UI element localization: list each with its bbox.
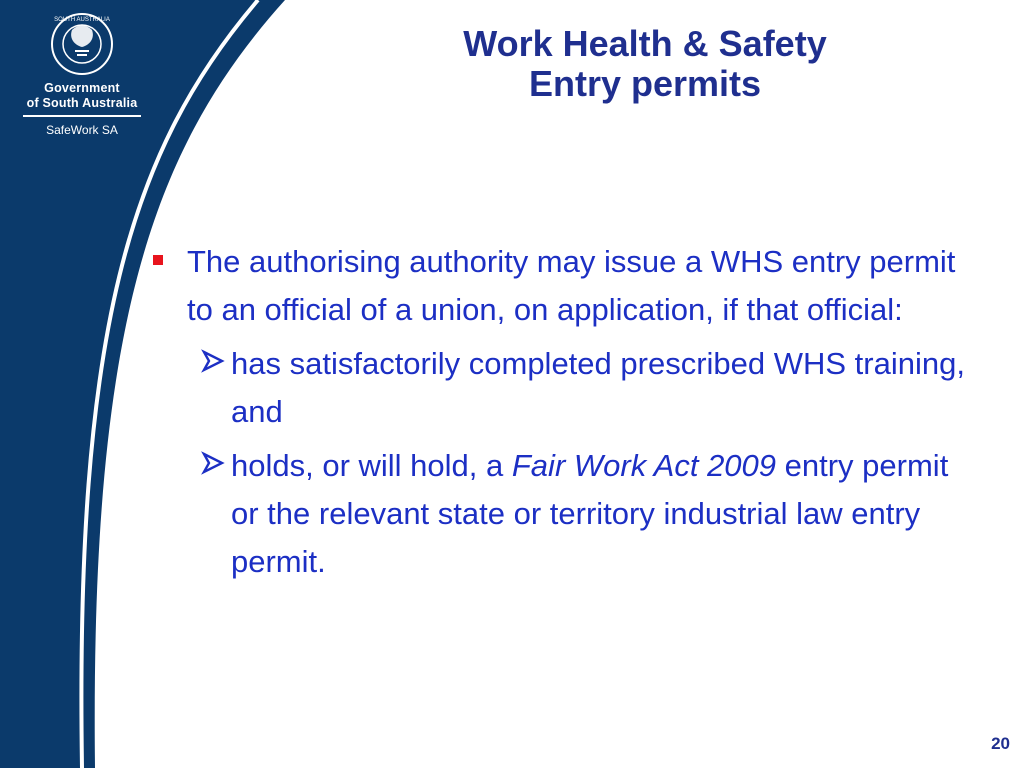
sub-bullet-item [145, 442, 975, 586]
slide-title [380, 24, 910, 104]
government-name-line2: of South Australia [26, 96, 138, 110]
slide-title-line1: Work Health & Safety [463, 23, 827, 64]
arrow-bullet-icon [198, 448, 228, 478]
square-bullet-icon [153, 255, 163, 265]
bullet-text: The authorising authority may issue a WHS entry permit to an official of a union, on application, if that official: [187, 244, 956, 327]
page-number: 20 [991, 734, 1010, 753]
sub-bullet-item [145, 340, 975, 436]
state-seal-icon [50, 12, 114, 76]
sub-bullet-text-start: holds, or will hold, a [231, 448, 512, 483]
slide-body [145, 238, 975, 586]
bullet-item [145, 238, 975, 334]
arrow-bullet-icon [198, 346, 228, 376]
seal-text: SOUTH AUSTRALIA [54, 17, 110, 23]
slide-title-line2: Entry permits [528, 63, 762, 104]
act-name-italic: Fair Work Act 2009 [511, 448, 777, 483]
logo-divider [23, 115, 141, 117]
agency-name: SafeWork SA [46, 123, 118, 137]
government-logo [18, 12, 146, 137]
sub-bullet-text: has satisfactorily completed prescribed WHS training, and [231, 346, 965, 429]
sub-bullet-text-end: entry permit or the relevant state or territory industrial law entry permit. [231, 448, 949, 579]
government-name-line1: Government [44, 81, 120, 95]
